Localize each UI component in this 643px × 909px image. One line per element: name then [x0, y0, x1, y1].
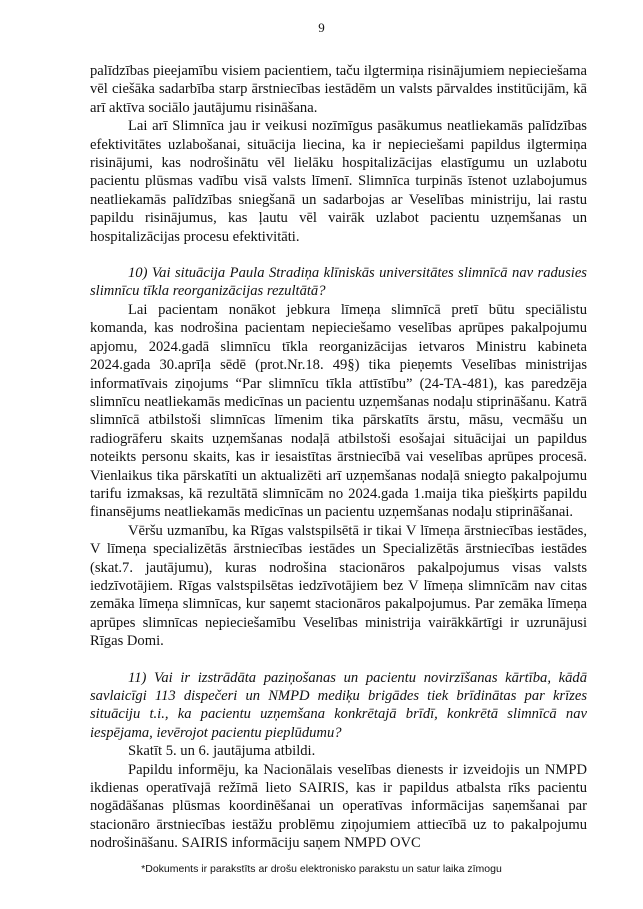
paragraph-continuation: palīdzības pieejamību visiem pacientiem, taču ilgtermiņa risinājumiem nepieciešama vēl ciešāka sadarbība starp ārstniecības iestādēm un valsts pārvaldes institūcijām, kā arī aktīva sociālo jautājumu risināšana.	[90, 63, 587, 116]
signature-footnote: *Dokuments ir parakstīts ar drošu elektronisko parakstu un satur laika zīmogu	[141, 863, 502, 875]
paragraph-hospital-measures: Lai arī Slimnīca jau ir veikusi nozīmīgus pasākumus neatliekamās palīdzības efektivitātes uzlabošanai, situācija liecina, ka ir nepieciešami papildus ilgtermiņa risinājumi, kas nodrošinātu vēl lielāku hospitalizācijas elastīgumu un uzlabotu pacientu plūsmas vadību visā valsts līmenī. Slimnīca turpinās īstenot uzlabojumus neatliekamās palīdzības sniegšanā un sadarbojas ar Veselības ministriju, lai rastu papildu risinājumus, kas ļautu vēl vairāk uzlabot pacientu uzņemšanas un hospitalizācijas procesu efektivitāti.	[90, 118, 587, 245]
paragraph-reorganization: Lai pacientam nonākot jebkura līmeņa slimnīcā pretī būtu speciālistu komanda, kas nodrošina pacientam nepieciešamo veselības aprūpes pakalpojumu apjomu, 2024.gadā slimnīcu tīkla reorganizācijas ietvaros Ministru kabineta 2024.gada 30.aprīļa sēdē (prot.Nr.18. 49§) tika pieņemts Veselības ministrijas informatīvais ziņojums “Par slimnīcu tīkla attīstību” (24-TA-481), kas paredzēja slimnīcu neatliekamās medicīnas un pacientu uzņemšanas nodaļu stiprināšanu. Katrā slimnīcā atbilstoši slimnīcas līmenim tika pārskatīts ārstu, māsu, vecmāšu un radiogrāferu skaits uzņemšanas nodaļā atbilstoši esošajai situācijai un papildus noteikts personu skaits, kas ir iesaistītas ārstniecībā vai veselības aprūpes procesā. Vienlaikus tika pārskatīti un aktualizēti arī uzņemšanas nodaļā sniegto pakalpojumu tarifu izmaksas, kā rezultātā slimnīcām no 2024.gada 1.maija tika piešķirts papildu finansējums neatliekamās medicīnas un pacientu uzņemšanas nodaļu stiprināšanai.	[90, 301, 587, 521]
paragraph-riga-hospitals: Vēršu uzmanību, ka Rīgas valstspilsētā ir tikai V līmeņa ārstniecības iestādes, V līmeņa specializētās ārstniecības iestādes un Specializētās ārstniecības iestādes (skat.7. jautājumu), kuras nodrošina stacionāros pakalpojumus visas valsts iedzīvotājiem. Rīgas valstspilsētas iedzīvotājiem bez V līmeņa slimnīcām nav citas zemāka līmeņa slimnīcas, kur saņemt stacionāros pakalpojumus. Par zemāka līmeņa aprūpes slimnīcas nepieciešamību Veselības ministrija vairākkārtīgi ir uzrunājusi Rīgas Domi.	[90, 522, 587, 650]
paragraph-sairis: Papildu informēju, ka Nacionālais veselības dienests ir izveidojis un NMPD ikdienas operatīvajā režīmā lieto SAIRIS, kas ir papildus atbalsta rīks pacientu nogādāšanas plūsmas koordinēšanai un operatīvas informācijas saņemšanai par stacionāro ārstniecības iestāžu problēmu ziņojumiem attiecībā uz to pakalpojumu nodrošināšanu. SAIRIS informāciju saņem NMPD OVC	[90, 761, 587, 852]
document-body	[90, 62, 587, 853]
paragraph-see-answers: Skatīt 5. un 6. jautājuma atbildi.	[128, 743, 316, 760]
page-number: 9	[318, 20, 325, 35]
question-11: 11) Vai ir izstrādāta paziņošanas un pacientu novirzīšanas kārtība, kādā savlaicīgi 113 dispečeri un NMPD mediķu brigādes tiek brīdinātas par krīzes situāciju t.i., ka pacientu uzņemšana konkrētajā brīdī, konkrētā slimnīcā nav iespējama, ievērojot pacientu pieplūdumu?	[90, 669, 587, 741]
question-10: 10) Vai situācija Paula Stradiņa klīniskās universitātes slimnīcā nav radusies slimnīcu tīkla reorganizācijas rezultātā?	[90, 265, 587, 300]
